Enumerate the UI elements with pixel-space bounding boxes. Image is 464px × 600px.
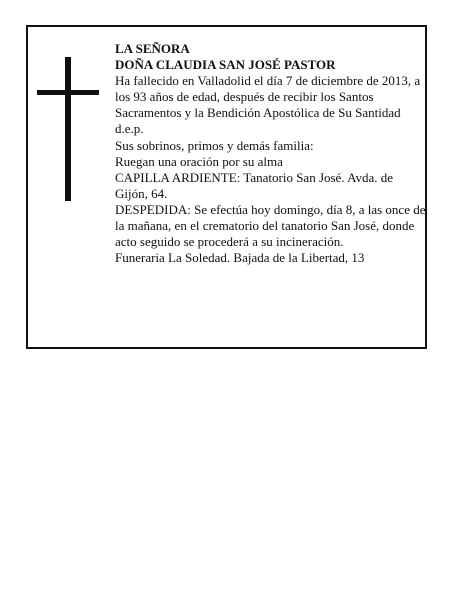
obituary-text	[115, 41, 427, 266]
funeral-home-info: Funeraria La Soledad. Bajada de la Libertad, 13	[115, 250, 365, 266]
latin-cross-icon	[37, 57, 99, 201]
farewell-info: DESPEDIDA: Se efectúa hoy domingo, día 8, a las once de la mañana, en el crematorio del tanatorio San José, donde acto seguido se procederá a su incineración.	[115, 201, 426, 250]
rip-text: d.e.p.	[115, 121, 144, 137]
cross-horizontal-bar	[37, 90, 99, 95]
prayer-request: Ruegan una oración por su alma	[115, 153, 283, 169]
cross-vertical-bar	[65, 57, 71, 201]
deceased-name: DOÑA CLAUDIA SAN JOSÉ PASTOR	[115, 57, 336, 73]
title-line-1: LA SEÑORA	[115, 41, 190, 56]
chapel-info: CAPILLA ARDIENTE: Tanatorio San José. Avda. de Gijón, 64.	[115, 169, 394, 201]
family-text: Sus sobrinos, primos y demás familia:	[115, 137, 314, 153]
death-announcement: Ha fallecido en Valladolid el día 7 de diciembre de 2013, a los 93 años de edad, después de recibir los Santos Sacramentos y la Bendición Apostólica de Su Santidad	[115, 73, 421, 121]
obituary-notice-frame	[26, 25, 427, 349]
